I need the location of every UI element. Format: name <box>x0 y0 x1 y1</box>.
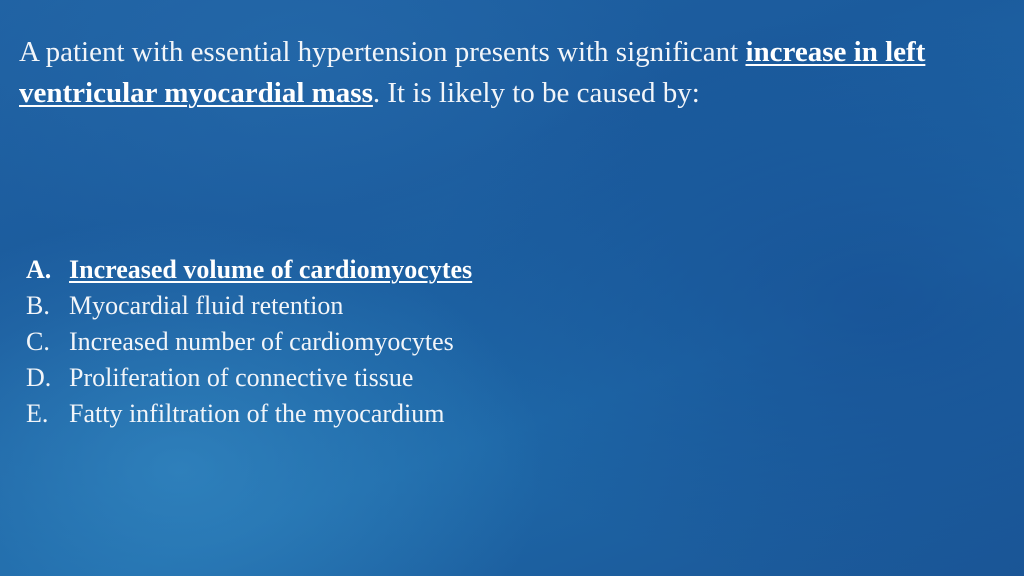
question-text <box>19 32 979 114</box>
option-letter: B. <box>26 291 50 320</box>
option-letter: A. <box>26 255 52 284</box>
option-a[interactable] <box>26 252 472 288</box>
question-part-1: A patient with essential hypertension presents with significant <box>19 36 746 68</box>
option-text: Increased number of cardiomyocytes <box>69 327 454 356</box>
option-text: Proliferation of connective tissue <box>69 363 414 392</box>
option-d[interactable] <box>26 360 472 396</box>
option-letter: C. <box>26 327 50 356</box>
option-text: Myocardial fluid retention <box>69 291 344 320</box>
option-letter: D. <box>26 363 52 392</box>
question-emphasis: increase in left ventricular myocardial mass <box>19 36 926 109</box>
option-e[interactable] <box>26 396 472 432</box>
option-text: Increased volume of cardiomyocytes <box>69 255 473 284</box>
option-letter: E. <box>26 399 49 428</box>
option-b[interactable] <box>26 288 472 324</box>
option-text: Fatty infiltration of the myocardium <box>69 399 445 428</box>
answer-options <box>26 252 472 432</box>
question-part-2: . It is likely to be caused by: <box>372 77 700 109</box>
option-c[interactable] <box>26 324 472 360</box>
